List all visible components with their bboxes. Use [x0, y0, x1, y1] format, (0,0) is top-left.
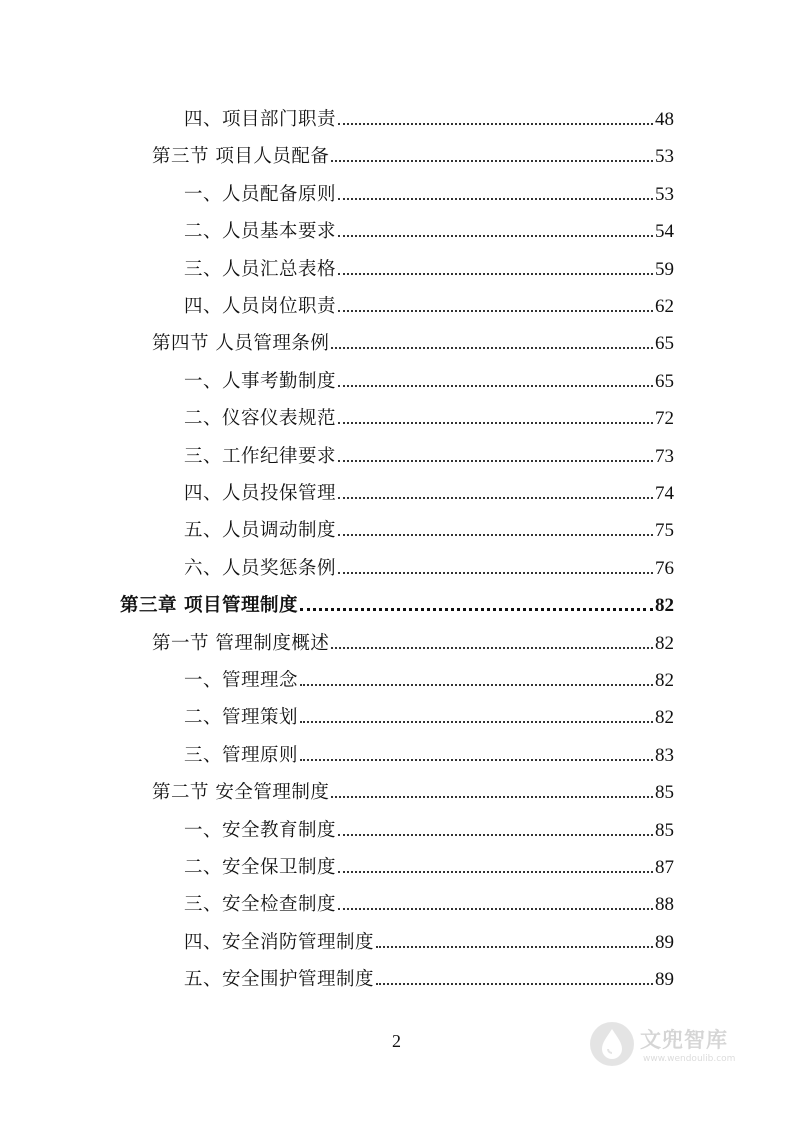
toc-entry-title: 四、安全消防管理制度 [184, 931, 375, 953]
toc-entry[interactable] [184, 931, 674, 955]
toc-entry-page: 75 [655, 520, 674, 542]
toc-entry[interactable] [184, 968, 674, 992]
watermark [588, 1018, 758, 1074]
droplet-logo-icon [588, 1020, 636, 1068]
toc-entry-page: 89 [655, 931, 674, 953]
toc-dot-leader [300, 721, 653, 723]
toc-entry[interactable] [184, 706, 674, 730]
toc-entry-title: 五、人员调动制度 [184, 520, 337, 542]
toc-entry-page: 87 [655, 857, 674, 878]
toc-entry[interactable] [184, 295, 674, 319]
toc-entry[interactable] [184, 407, 674, 431]
toc-dot-leader [300, 759, 653, 761]
toc-entry[interactable] [152, 632, 674, 656]
toc-dot-leader [300, 684, 653, 686]
toc-dot-leader [331, 647, 653, 649]
toc-entry-title: 一、人事考勤制度 [184, 370, 337, 392]
toc-entry-title: 四、项目部门职责 [184, 109, 337, 130]
toc-entry-title: 第三章 项目管理制度 [120, 595, 298, 617]
toc-entry-page: 76 [655, 557, 674, 579]
toc-entry[interactable] [184, 744, 674, 768]
toc-entry-title: 三、工作纪律要求 [184, 445, 337, 467]
toc-dot-leader [338, 871, 653, 873]
toc-dot-leader [338, 310, 653, 312]
toc-entry[interactable] [184, 445, 674, 469]
toc-entry[interactable] [184, 856, 674, 880]
toc-entry[interactable] [184, 819, 674, 843]
toc-entry-title: 二、仪容仪表规范 [184, 408, 337, 430]
toc-dot-leader [331, 160, 653, 162]
toc-entry-title: 一、安全教育制度 [184, 819, 337, 841]
toc-entry-page: 62 [655, 296, 674, 317]
toc-entry[interactable] [184, 557, 674, 581]
toc-entry-title: 一、人员配备原则 [184, 183, 337, 205]
toc-dot-leader [338, 123, 653, 125]
toc-entry-title: 三、人员汇总表格 [184, 258, 337, 280]
toc-entry-page: 65 [655, 333, 674, 355]
toc-chapter-entry[interactable] [120, 594, 674, 618]
toc-entry-page: 83 [655, 744, 674, 766]
toc-dot-leader [376, 983, 653, 985]
toc-entry-title: 第四节 人员管理条例 [152, 333, 330, 355]
toc-entry[interactable] [184, 893, 674, 917]
toc-entry-page: 82 [655, 595, 674, 617]
toc-entry[interactable] [152, 781, 674, 805]
toc-entry[interactable] [184, 258, 674, 282]
toc-entry-page: 48 [655, 109, 674, 130]
toc-dot-leader [338, 834, 653, 836]
toc-entry-title: 二、人员基本要求 [184, 221, 337, 243]
toc-dot-leader [376, 946, 653, 948]
watermark-url: www.wendoulib.com [643, 1054, 736, 1064]
toc-entry-page: 82 [655, 707, 674, 729]
toc-entry-title: 三、管理原则 [184, 744, 299, 766]
toc-entry-title: 六、人员奖惩条例 [184, 557, 337, 579]
toc-entry-page: 65 [655, 370, 674, 392]
toc-entry-page: 85 [655, 819, 674, 841]
toc-entry-title: 四、人员投保管理 [184, 483, 337, 504]
toc-entry[interactable] [184, 482, 674, 506]
toc-dot-leader [338, 198, 653, 200]
toc-entry[interactable] [184, 220, 674, 244]
toc-dot-leader [338, 534, 653, 536]
toc-entry-page: 88 [655, 894, 674, 916]
toc-entry-title: 四、人员岗位职责 [184, 296, 337, 317]
watermark-brand-name: 文兜智库 [640, 1028, 728, 1052]
toc-entry[interactable] [184, 108, 674, 132]
toc-entry-page: 82 [655, 632, 674, 654]
toc-entry-page: 72 [655, 408, 674, 430]
toc-entry-page: 73 [655, 445, 674, 467]
page-number: 2 [392, 1031, 401, 1051]
toc-entry[interactable] [184, 669, 674, 693]
toc-entry-page: 59 [655, 258, 674, 280]
toc-entry-title: 第三节 项目人员配备 [152, 146, 330, 168]
toc-dot-leader [338, 385, 653, 387]
toc-entry-title: 三、安全检查制度 [184, 894, 337, 916]
toc-entry[interactable] [152, 332, 674, 356]
toc-dot-leader [338, 572, 653, 574]
toc-dot-leader [338, 908, 653, 910]
toc-dot-leader [300, 608, 653, 611]
toc-entry-page: 82 [655, 670, 674, 691]
toc-dot-leader [338, 497, 653, 499]
toc-entry-page: 54 [655, 221, 674, 243]
toc-dot-leader [338, 235, 653, 237]
toc-dot-leader [331, 796, 653, 798]
toc-entry-page: 89 [655, 969, 674, 991]
toc-entry-title: 二、安全保卫制度 [184, 857, 337, 878]
toc-dot-leader [338, 422, 653, 424]
toc-entry-page: 53 [655, 146, 674, 168]
toc-entry-page: 85 [655, 782, 674, 804]
toc-entry-page: 74 [655, 483, 674, 504]
toc-entry-title: 二、管理策划 [184, 707, 299, 729]
toc-dot-leader [331, 347, 653, 349]
toc-entry-title: 五、安全围护管理制度 [184, 969, 375, 991]
toc-entry-page: 53 [655, 183, 674, 205]
toc-entry-title: 第一节 管理制度概述 [152, 632, 330, 654]
toc-dot-leader [338, 460, 653, 462]
toc-entry[interactable] [152, 145, 674, 169]
toc-entry[interactable] [184, 519, 674, 543]
toc-entry[interactable] [184, 183, 674, 207]
toc-entry-title: 一、管理理念 [184, 670, 299, 691]
toc-entry[interactable] [184, 370, 674, 394]
toc-dot-leader [338, 273, 653, 275]
toc-entry-title: 第二节 安全管理制度 [152, 782, 330, 804]
